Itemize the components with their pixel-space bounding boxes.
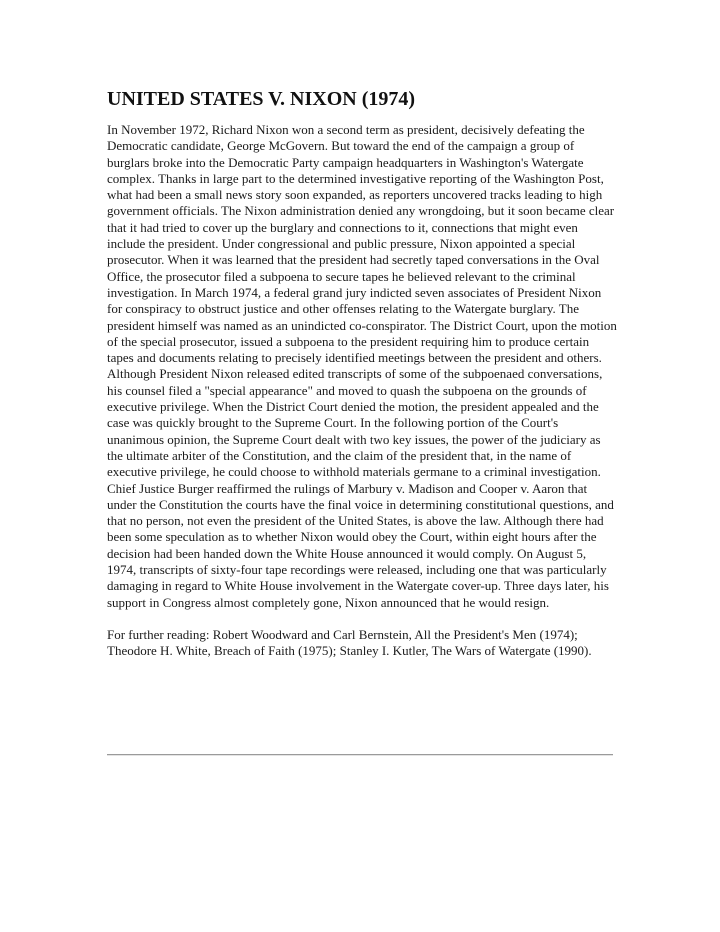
body-paragraph: In November 1972, Richard Nixon won a second term as president, decisively defeating the Democratic candidate, George McGovern. But toward the end of the campaign a group of burglars broke into the Democratic Party campaign headquarters in Washington's Watergate complex. Thanks in large part to the determined investigative reporting of the Washington Post, what had been a small news story soon expanded, as reporters uncovered tracks leading to high government officials. The Nixon administration denied any wrongdoing, but it soon became clear that it had tried to cover up the burglary and connections to it, connections that might even include the president. Under congressional and public pressure, Nixon appointed a special prosecutor. When it was learned that the president had secretly taped conversations in the Oval Office, the prosecutor filed a subpoena to secure tapes he believed relevant to the criminal investigation. In March 1974, a federal grand jury indicted seven associates of President Nixon for conspiracy to obstruct justice and other offenses relating to the Watergate burglary. The president himself was named as an unindicted co-conspirator. The District Court, upon the motion of the special prosecutor, issued a subpoena to the president requiring him to produce certain tapes and documents relating to precisely identified meetings between the president and others. Although President Nixon released edited transcripts of some of the subpoenaed conversations, his counsel filed a "special appearance" and moved to quash the subpoena on the grounds of executive privilege. When the District Court denied the motion, the president appealed and the case was quickly brought to the Supreme Court. In the following portion of the Court's unanimous opinion, the Supreme Court dealt with two key issues, the power of the judiciary as the ultimate arbiter of the Constitution, and the claim of the president that, in the name of executive privilege, he could choose to withhold materials germane to a criminal investigation. Chief Justice Burger reaffirmed the rulings of Marbury v. Madison and Cooper v. Aaron that under the Constitution the courts have the final voice in determining constitutional questions, and that no person, not even the president of the United States, is above the law. Although there had been some speculation as to whether Nixon would obey the Court, within eight hours after the decision had been handed down the White House announced it would comply. On August 5, 1974, transcripts of sixty-four tape recordings were released, including one that was particularly damaging in regard to White House involvement in the Watergate cover-up. Three days later, his support in Congress almost completely gone, Nixon announced that he would resign. xyxy=(107,122,617,610)
document-content xyxy=(107,86,617,660)
further-reading-paragraph: For further reading: Robert Woodward and Carl Bernstein, All the President's Men (1974); Theodore H. White, Breach of Faith (1975); Stanley I. Kutler, The Wars of Watergate (1990). xyxy=(107,626,592,659)
page-title: UNITED STATES V. NIXON (1974) xyxy=(107,88,416,110)
horizontal-rule xyxy=(107,754,613,756)
